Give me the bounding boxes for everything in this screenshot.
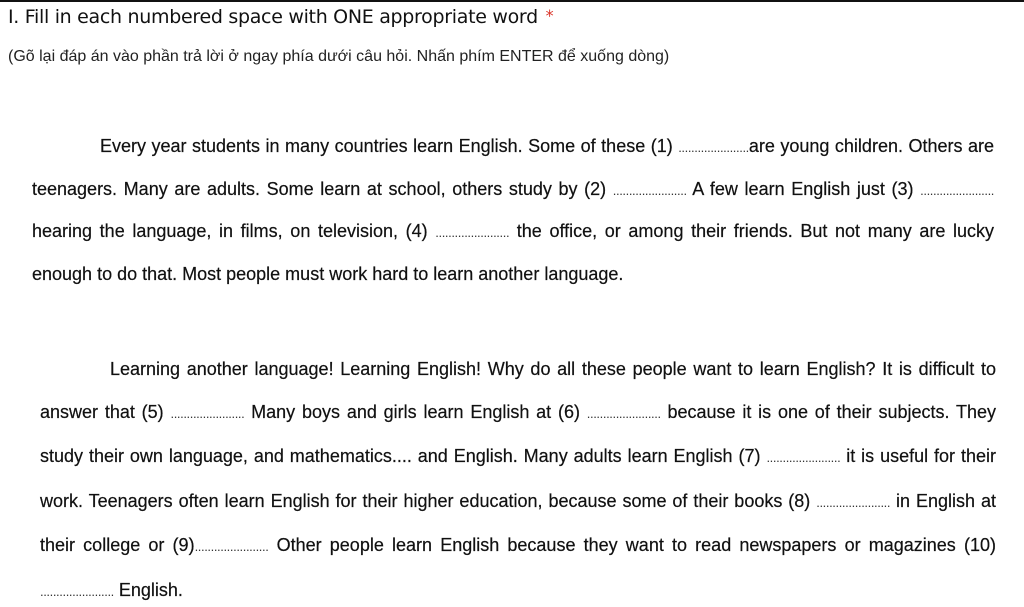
passage-text: English.: [113, 579, 183, 600]
blank-10: .......................: [40, 583, 114, 599]
passage-text: Other people learn English because they want to read newspapers or magazines (10): [268, 535, 996, 555]
passage-text: Many boys and girls learn English at (6): [244, 401, 587, 422]
passage-text: because it is one of their subjects. They study their own language, and mathematics.... and English. Many adults learn English (7): [40, 401, 996, 466]
passage-text: A few learn English just (3): [686, 178, 921, 199]
passage-paragraph-2: [40, 348, 996, 607]
passage-text: Learning another language! Learning English! Why do all these people want to learn English? It is difficult to answer that (5): [40, 359, 996, 422]
blank-9: .......................: [194, 539, 269, 554]
blank-4: .......................: [435, 225, 510, 240]
answer-instructions: (Gõ lại đáp án vào phần trả lời ở ngay phía dưới câu hỏi. Nhấn phím ENTER để xuống dòng): [8, 48, 670, 65]
passage-text: the office, or among their friends. But not many are lucky enough to do that. Most people must work hard to learn another language.: [32, 221, 995, 284]
blank-5: .......................: [170, 405, 245, 421]
blank-2: .......................: [612, 182, 687, 198]
question-title: [8, 6, 553, 28]
passage-paragraph-1: [32, 126, 994, 295]
passage-text: in English at their college or (9): [40, 490, 996, 555]
passage-text: are young children. Others are teenagers. Many are adults. Some learn at school, others study by (2): [32, 136, 994, 199]
blank-6: .......................: [586, 405, 661, 421]
blank-7: .......................: [766, 450, 841, 465]
required-asterisk: *: [545, 6, 554, 25]
question-title-text: I. Fill in each numbered space with ONE appropriate word: [8, 6, 538, 28]
passage-text: Every year students in many countries learn English. Some of these (1): [100, 136, 679, 156]
passage-text: it is useful for their work. Teenagers often learn English for their higher education, because some of their books (8): [40, 446, 996, 511]
blank-8: .......................: [816, 494, 891, 510]
blank-1: ......................: [678, 140, 749, 155]
blank-3: .......................: [920, 182, 995, 198]
passage-text: hearing the language, in films, on television, (4): [32, 221, 436, 241]
